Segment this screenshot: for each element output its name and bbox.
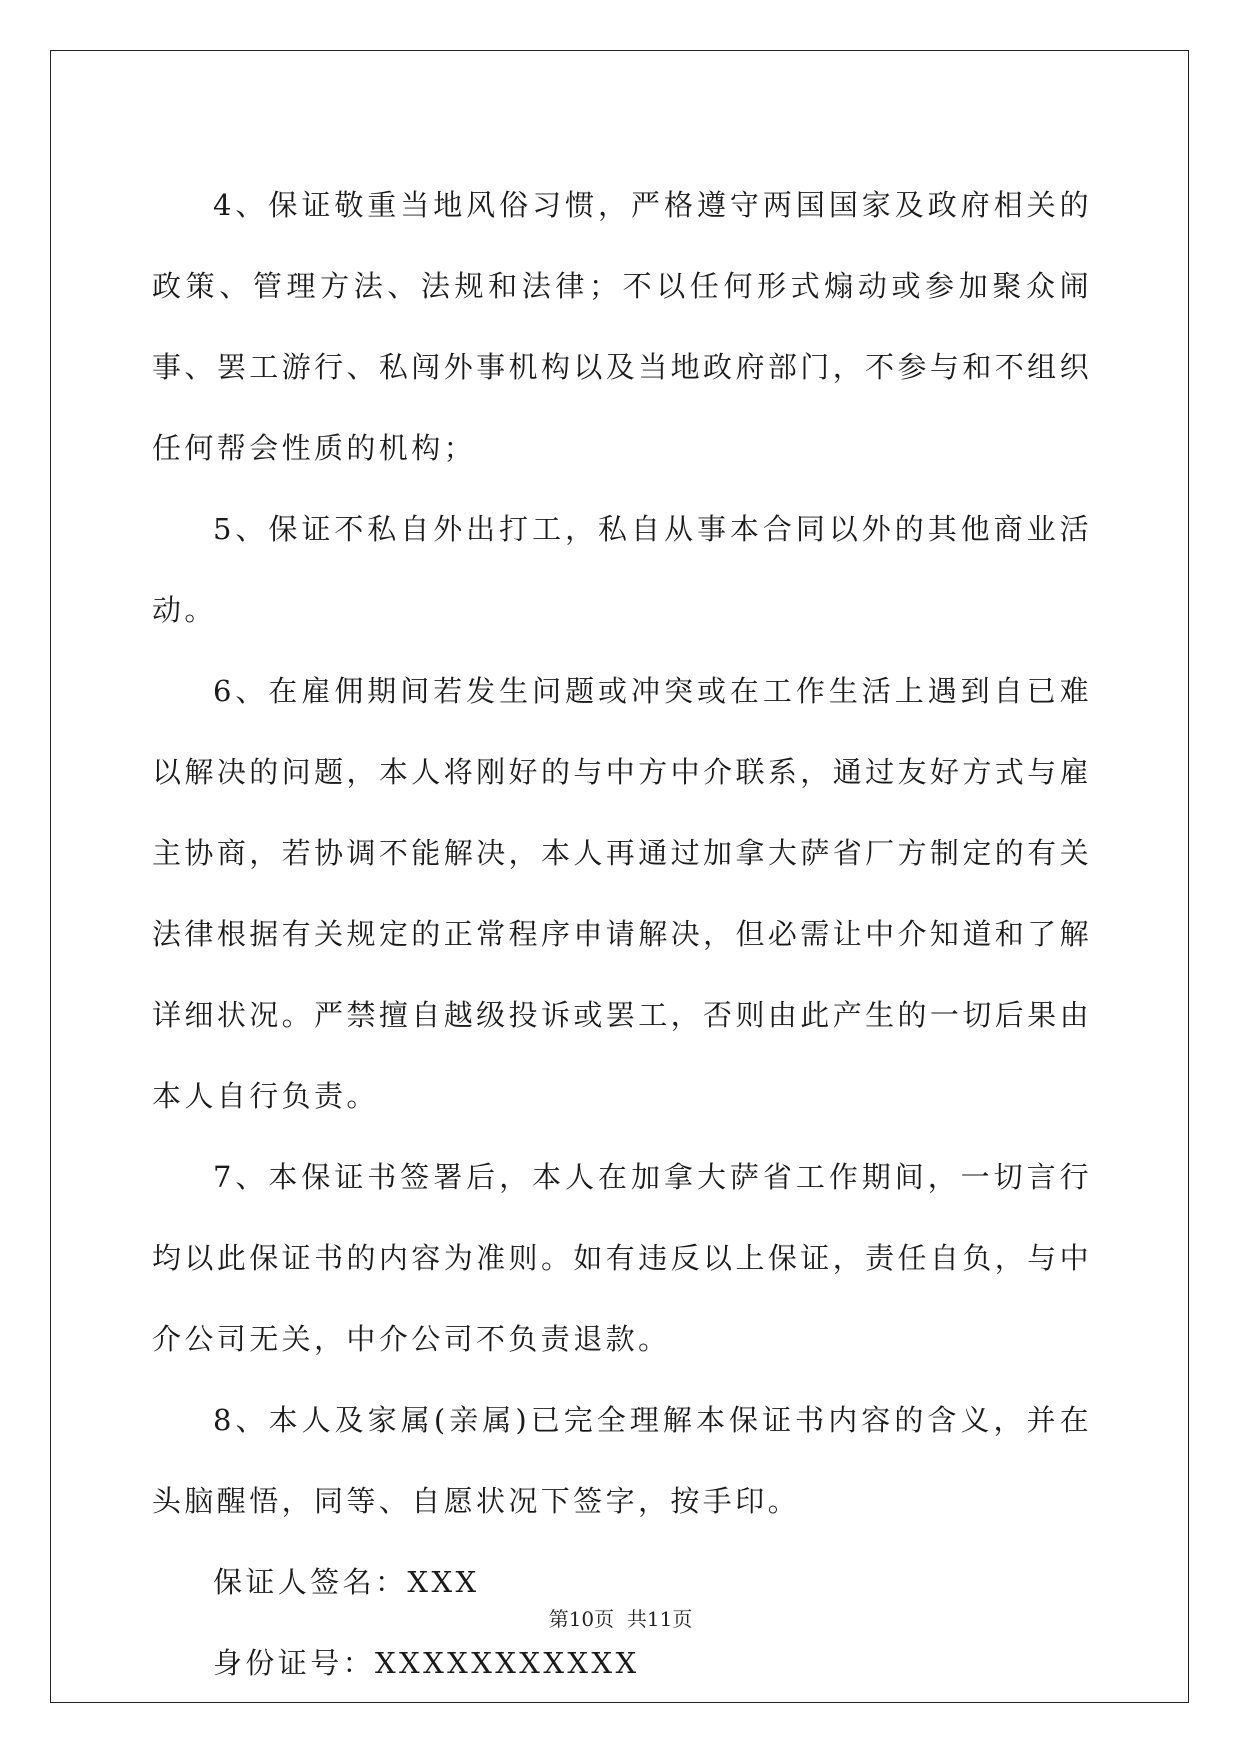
document-body	[152, 165, 1092, 1704]
total-page-number: 11	[646, 1607, 673, 1631]
id-number-line	[152, 1623, 1092, 1704]
paragraph-6: 6、在雇佣期间若发生问题或冲突或在工作生活上遇到自已难以解决的问题，本人将刚好的与中方中介联系，通过友好方式与雇主协商，若协调不能解决，本人再通过加拿大萨省厂方制定的有关法律根据有关规定的正常程序申请解决，但必需让中介知道和了解详细状况。严禁擅自越级投诉或罢工，否则由此产生的一切后果由本人自行负责。	[152, 674, 1092, 1113]
paragraph-5: 5、保证不私自外出打工，私自从事本合同以外的其他商业活动。	[152, 512, 1092, 627]
paragraph-4: 4、保证敬重当地风俗习惯，严格遵守两国国家及政府相关的政策、管理方法、法规和法律；不以任何形式煽动或参加聚众闹事、罢工游行、私闯外事机构以及当地政府部门，不参与和不组织任何帮会性质的机构；	[152, 188, 1092, 465]
id-number-label: 身份证号：	[213, 1646, 376, 1680]
page-footer	[0, 1605, 1241, 1633]
current-page-number: 10	[568, 1607, 595, 1631]
paragraph-8: 8、本人及家属(亲属)已完全理解本保证书内容的含义，并在头脑醒悟，同等、自愿状况下签字，按手印。	[152, 1403, 1092, 1518]
paragraph-7: 7、本保证书签署后，本人在加拿大萨省工作期间，一切言行均以此保证书的内容为准则。如有违反以上保证，责任自负，与中介公司无关，中介公司不负责退款。	[152, 1160, 1092, 1356]
footer-prefix: 第	[548, 1607, 569, 1631]
id-number-value: XXXXXXXXXXX	[375, 1646, 640, 1680]
signature-value: XXX	[407, 1565, 480, 1599]
footer-middle: 页 共	[594, 1607, 647, 1631]
signature-label: 保证人签名：	[213, 1565, 408, 1599]
footer-suffix: 页	[672, 1607, 693, 1631]
